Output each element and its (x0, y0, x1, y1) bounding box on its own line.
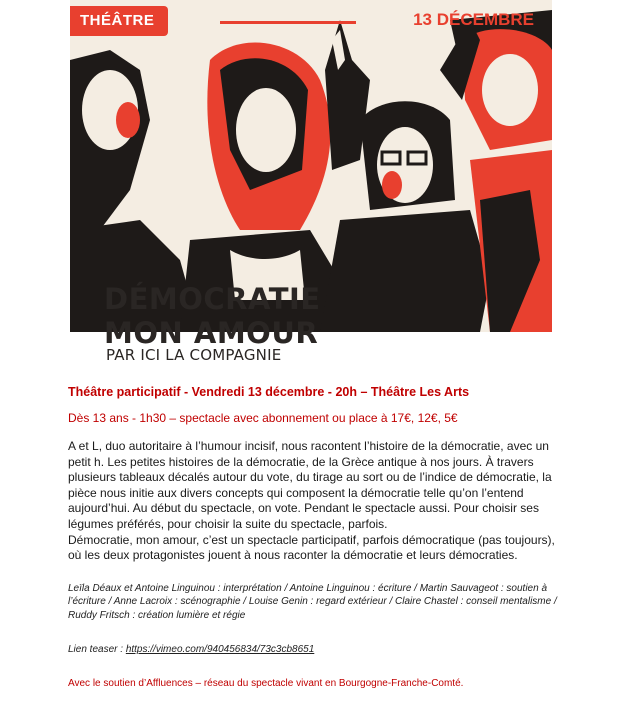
event-description (68, 439, 558, 564)
event-poster (70, 0, 552, 372)
poster-title-line-1: DÉMOCRATIE (104, 282, 321, 316)
description-paragraph: Démocratie, mon amour, c’est un spectacle participatif, parfois démocratique (pas toujours), où les deux protagonistes jouent à nous raconter la démocratie et leurs démocraties. (68, 532, 555, 563)
teaser-line (68, 644, 558, 655)
poster-title-line-2: MON AMOUR (104, 316, 319, 350)
event-info: Dès 13 ans - 1h30 – spectacle avec abonnement ou place à 17€, 12€, 5€ (68, 411, 458, 425)
poster-company: PAR ICI LA COMPAGNIE (106, 346, 282, 364)
teaser-label: Lien teaser : (68, 644, 126, 656)
credits: Leïla Déaux et Antoine Linguinou : interprétation / Antoine Linguinou : écriture / Martin Sauvageot : soutien à l’écriture / Anne Lacroix : scénographie / Louise Genin : regard extérieur / Claire Chastel : conseil mentalisme / Ruddy Fritsch : création lumière et régie (68, 582, 557, 621)
description-paragraph: A et L, duo autoritaire à l’humour incisif, nous racontent l’histoire de la démocratie, avec un petit h. Les petites histoires de la démocratie, de la Grèce antique à nos jours. À travers plusieurs tableaux décalés autour du vote, du tirage au sort ou de l’indice de démocratie, la pièce nous initie aux divers concepts qui composent la démocratie telle qu’on l’entend aujourd’hui. Au début du spectacle, on vote. Pendant le spectacle aussi. Pour choisir ses légumes préférés, pour choisir la suite du spectacle, parfois. (68, 439, 552, 531)
poster-date: 13 DÉCEMBRE (413, 10, 534, 29)
event-details (68, 385, 558, 689)
category-tag: THÉÂTRE (70, 6, 168, 36)
event-headline: Théâtre participatif - Vendredi 13 décembre - 20h – Théâtre Les Arts (68, 385, 470, 399)
date-rule (220, 21, 356, 24)
teaser-link[interactable]: https://vimeo.com/940456834/73c3cb8651 (125, 644, 315, 656)
support-note: Avec le soutien d’Affluences – réseau du spectacle vivant en Bourgogne-Franche-Comté. (68, 678, 464, 690)
